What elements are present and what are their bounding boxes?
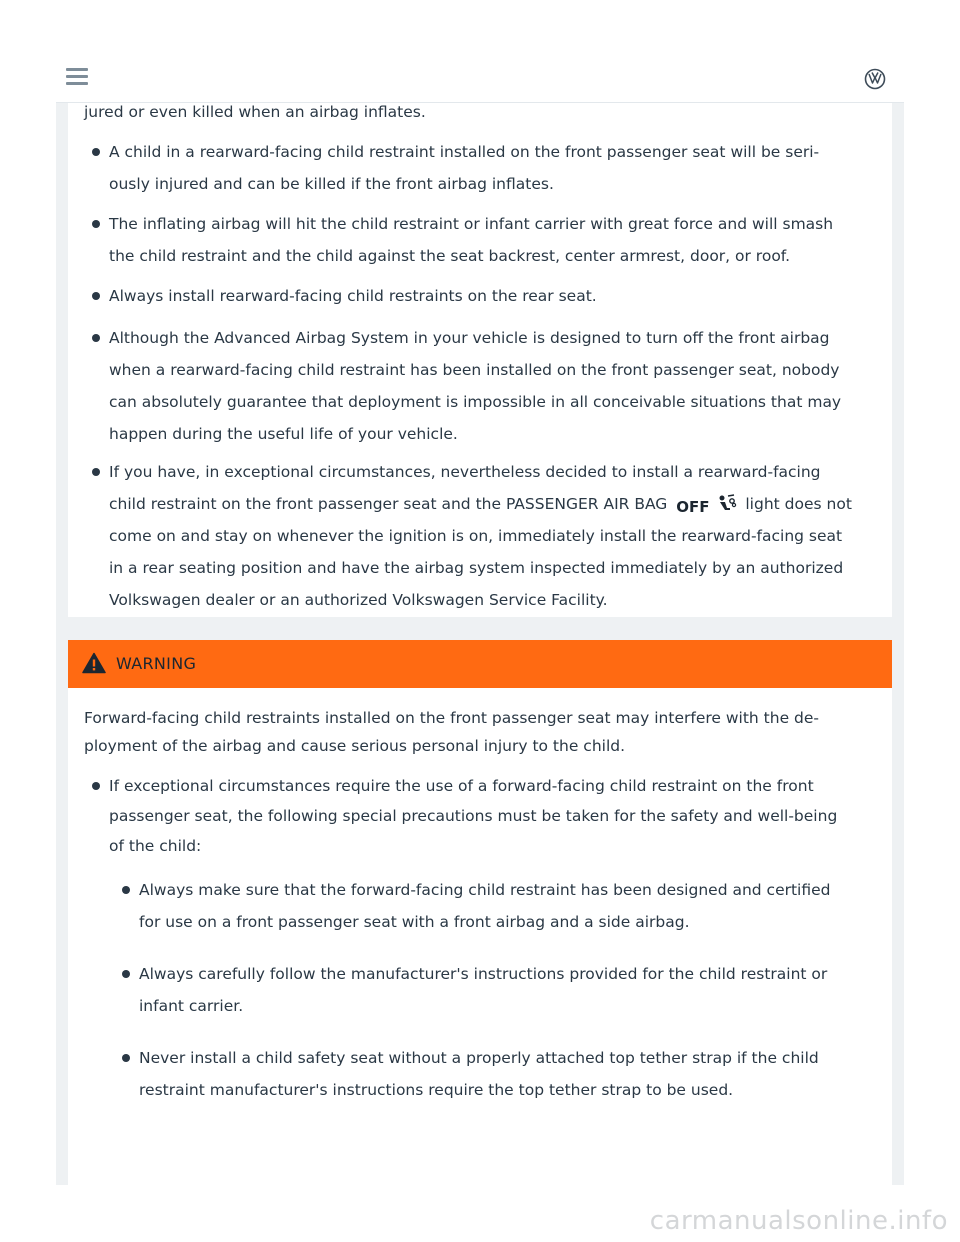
bullet-dot [92,782,100,790]
sub-bullet-line: infant carrier. [139,997,244,1015]
sub-bullet-line: Never install a child safety seat without a properly attached top tether strap if the child [139,1049,819,1067]
bullet-line: passenger seat, the following special precautions must be taken for the safety and well-being [109,807,838,825]
hamburger-menu-icon[interactable] [66,68,88,86]
bullet-line: when a rearward-facing child restraint has been installed on the front passenger seat, nobody [109,361,840,379]
page-body [56,102,904,1185]
sub-bullet-dot [122,970,130,978]
bullet-dot [92,468,100,476]
bullet-line: come on and stay on whenever the ignition is on, immediately install the rearward-facing seat [109,527,843,545]
vw-logo-icon[interactable] [864,68,886,90]
bullet-line: Although the Advanced Airbag System in your vehicle is designed to turn off the front airbag [109,329,830,347]
warning-intro: ployment of the airbag and cause serious personal injury to the child. [84,737,626,755]
top-bar [56,56,904,103]
passenger-airbag-icon [717,494,737,512]
bullet-line: If you have, in exceptional circumstances, nevertheless decided to install a rearward-facing [109,463,821,481]
warning-label: WARNING [116,654,197,673]
bullet-dot [92,334,100,342]
bullet-line: can absolutely guarantee that deployment is impossible in all conceivable situations that may [109,393,842,411]
bullet-text: light does not [745,495,852,513]
sub-bullet-dot [122,1054,130,1062]
warning-card [68,640,892,1185]
bullet-line: in a rear seating position and have the airbag system inspected immediately by an authorized [109,559,844,577]
bullet-dot [92,148,100,156]
bullet-line: ously injured and can be killed if the front airbag inflates. [109,175,554,193]
bullet-line: If exceptional circumstances require the use of a forward-facing child restraint on the front [109,777,814,795]
sub-bullet-line: restraint manufacturer's instructions require the top tether strap to be used. [139,1081,734,1099]
bullet-line-with-icon [109,494,852,517]
watermark: carmanualsonline.info [649,1206,948,1236]
bullet-line: of the child: [109,837,202,855]
bullet-dot [92,220,100,228]
bullet-line: A child in a rearward-facing child restraint installed on the front passenger seat will be seri- [109,143,820,161]
bullet-line: the child restraint and the child against the seat backrest, center armrest, door, or roof. [109,247,791,265]
sub-bullet-line: Always carefully follow the manufacturer's instructions provided for the child restraint or [139,965,828,983]
warning-card-continued [68,102,892,617]
warning-triangle-icon [82,652,106,674]
bullet-line: Always install rearward-facing child restraints on the rear seat. [109,287,597,305]
sub-bullet-dot [122,886,130,894]
warning-intro: Forward-facing child restraints installed on the front passenger seat may interfere with the de- [84,709,820,727]
continuation-text: jured or even killed when an airbag inflates. [84,103,426,121]
sub-bullet-line: Always make sure that the forward-facing child restraint has been designed and certified [139,881,831,899]
sub-bullet-line: for use on a front passenger seat with a front airbag and a side airbag. [139,913,690,931]
bullet-line: Volkswagen dealer or an authorized Volkswagen Service Facility. [109,591,608,609]
bullet-text: child restraint on the front passenger seat and the PASSENGER AIR BAG [109,495,668,513]
bullet-line: The inflating airbag will hit the child restraint or infant carrier with great force and will smash [109,215,834,233]
bullet-dot [92,292,100,300]
warning-header [68,640,892,688]
airbag-off-indicator: OFF [676,498,710,516]
bullet-line: happen during the useful life of your vehicle. [109,425,458,443]
